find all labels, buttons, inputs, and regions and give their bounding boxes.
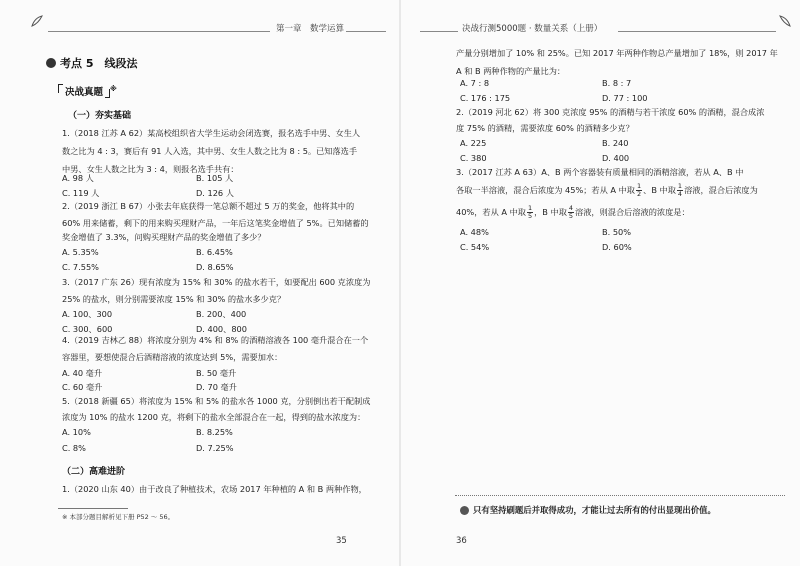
question-line: 中男、女生人数之比为 3 : 4，则报名选手共有： <box>62 164 239 174</box>
question-line: 产量分别增加了 10% 和 25%。已知 2017 年两种作物总产量增加了 18%，则 2017 年 <box>456 48 778 58</box>
option: D. 77 : 100 <box>602 93 648 103</box>
option: A. 100、300 <box>62 309 113 319</box>
option: A. 98 人 <box>62 173 94 183</box>
section-title: 决战真题 ※ <box>58 84 117 98</box>
header-rule <box>346 31 386 32</box>
question-line: 2.（2019 河北 62）将 300 克浓度 95% 的酒精与若干浓度 60% 的酒精，混合成浓 <box>456 107 765 117</box>
motivational-tip: 只有坚持刷题后并取得成功，才能让过去所有的付出显现出价值。 <box>460 504 716 516</box>
option: D. 8.65% <box>196 262 234 272</box>
question-line: 60% 用来储蓄，剩下的用来购买理财产品，一年后这笔奖金增值了 5%。已知储蓄的 <box>62 218 369 228</box>
chapter-header: 第一章 数学运算 <box>276 24 345 34</box>
header-rule <box>420 31 458 32</box>
question-line: 浓度为 10% 的盐水 1200 克，将剩下的盐水全部混合在一起，得到的盐水浓度为： <box>62 412 366 422</box>
book-title-header: 决战行测5000题 · 数量关系（上册） <box>462 24 603 34</box>
header-rule <box>618 31 776 32</box>
option: B. 8 : 7 <box>602 78 632 88</box>
question-line: 1.（2018 江苏 A 62）某高校组织省大学生运动会闭选赛，报名选手中男、女生人 <box>62 128 361 138</box>
option: D. 70 毫升 <box>196 382 237 392</box>
fraction: $\frac{1}{2}$ <box>636 182 642 198</box>
question-line: 2.（2019 浙江 B 67）小张去年底获得一笔总额不超过 5 万的奖金，他将其中的 <box>62 201 355 211</box>
header-rule <box>48 31 270 32</box>
question-line: 度 75% 的酒精，需要浓度 60% 的酒精多少克？ <box>456 123 634 133</box>
option: C. 54% <box>460 242 490 252</box>
option: A. 10% <box>62 427 91 437</box>
option: D. 126 人 <box>196 188 234 198</box>
option: B. 200、400 <box>196 309 247 319</box>
question-line: 5.（2018 新疆 65）将浓度为 15% 和 5% 的盐水各 1000 克，分别倒出若干配制成 <box>62 396 371 406</box>
option: B. 8.25% <box>196 427 233 437</box>
option: C. 60 毫升 <box>62 382 103 392</box>
question-line: 各取一半溶液，混合后浓度为 45%；若从 A 中取 $\frac{1}{2}$ 、B 中取 $\frac{1}{4}$ 溶液，混合后浓度为 <box>456 182 758 198</box>
target-icon <box>46 58 56 68</box>
option: C. 119 人 <box>62 188 100 198</box>
page-number: 36 <box>456 536 467 546</box>
option: B. 6.45% <box>196 247 233 257</box>
question-line: 数之比为 4 : 3，赛后有 91 人入选，其中男、女生人数之比为 8 : 5。已知落选手 <box>62 146 358 156</box>
option: B. 240 <box>602 138 629 148</box>
question-line: 1.（2020 山东 40）由于改良了种植技术，农场 2017 年种植的 A 和 B 两种作物， <box>62 484 367 494</box>
question-line: 容器里，要想使混合后酒精溶液的浓度达到 5%，需要加水： <box>62 352 283 362</box>
right-page <box>400 0 800 566</box>
option: A. 5.35% <box>62 247 99 257</box>
tip-divider <box>455 495 785 496</box>
option: C. 380 <box>460 153 487 163</box>
fraction: $\frac{1}{5}$ <box>527 204 533 220</box>
question-line: A 和 B 两种作物的产量比为： <box>456 66 566 76</box>
tip-icon <box>460 506 469 515</box>
question-line: 3.（2017 江苏 A 63）A、B 两个容器装有质量相同的酒精溶液，若从 A、B 中 <box>456 167 744 177</box>
option: A. 7 : 8 <box>460 78 490 88</box>
leaf-ornament-icon <box>778 14 792 28</box>
subsection-advanced: （二）高难进阶 <box>62 467 126 477</box>
option: B. 50 毫升 <box>196 368 237 378</box>
subsection-basic: （一）夯实基础 <box>68 111 132 121</box>
option: D. 400 <box>602 153 630 163</box>
topic-heading: 考点 5 线段法 <box>46 55 137 71</box>
fraction: $\frac{1}{4}$ <box>677 182 683 198</box>
question-line: 3.（2017 广东 26）现有浓度为 15% 和 30% 的盐水若干，如要配出 600 克浓度为 <box>62 277 371 287</box>
page-number: 35 <box>336 536 347 546</box>
option: B. 105 人 <box>196 173 234 183</box>
option: A. 225 <box>460 138 487 148</box>
question-line: 奖金增值了 3.3%，问购买理财产品的奖金增值了多少？ <box>62 232 266 242</box>
option: C. 300、600 <box>62 324 113 334</box>
option: C. 176 : 175 <box>460 93 511 103</box>
footnote: ※ 本部分题目解析见下册 P52 ～ 56。 <box>62 513 175 521</box>
option: B. 50% <box>602 227 632 237</box>
leaf-ornament-icon <box>30 14 44 28</box>
question-line: 4.（2019 吉林乙 88）将浓度分别为 4% 和 8% 的酒精溶液各 100 毫升混合在一个 <box>62 335 369 345</box>
option: C. 7.55% <box>62 262 99 272</box>
option: D. 60% <box>602 242 632 252</box>
option: D. 400、800 <box>196 324 247 334</box>
option: A. 40 毫升 <box>62 368 103 378</box>
question-line: 25% 的盐水，则分别需要浓度 15% 和 30% 的盐水多少克？ <box>62 294 286 304</box>
option: A. 48% <box>460 227 489 237</box>
question-line: 40%，若从 A 中取 $\frac{1}{5}$ ，B 中取 $\frac{4}{5}$ 溶液，则混合后溶液的浓度是： <box>456 204 690 220</box>
fraction: $\frac{4}{5}$ <box>568 204 574 220</box>
footnote-rule <box>58 508 128 509</box>
option: C. 8% <box>62 443 86 453</box>
option: D. 7.25% <box>196 443 234 453</box>
